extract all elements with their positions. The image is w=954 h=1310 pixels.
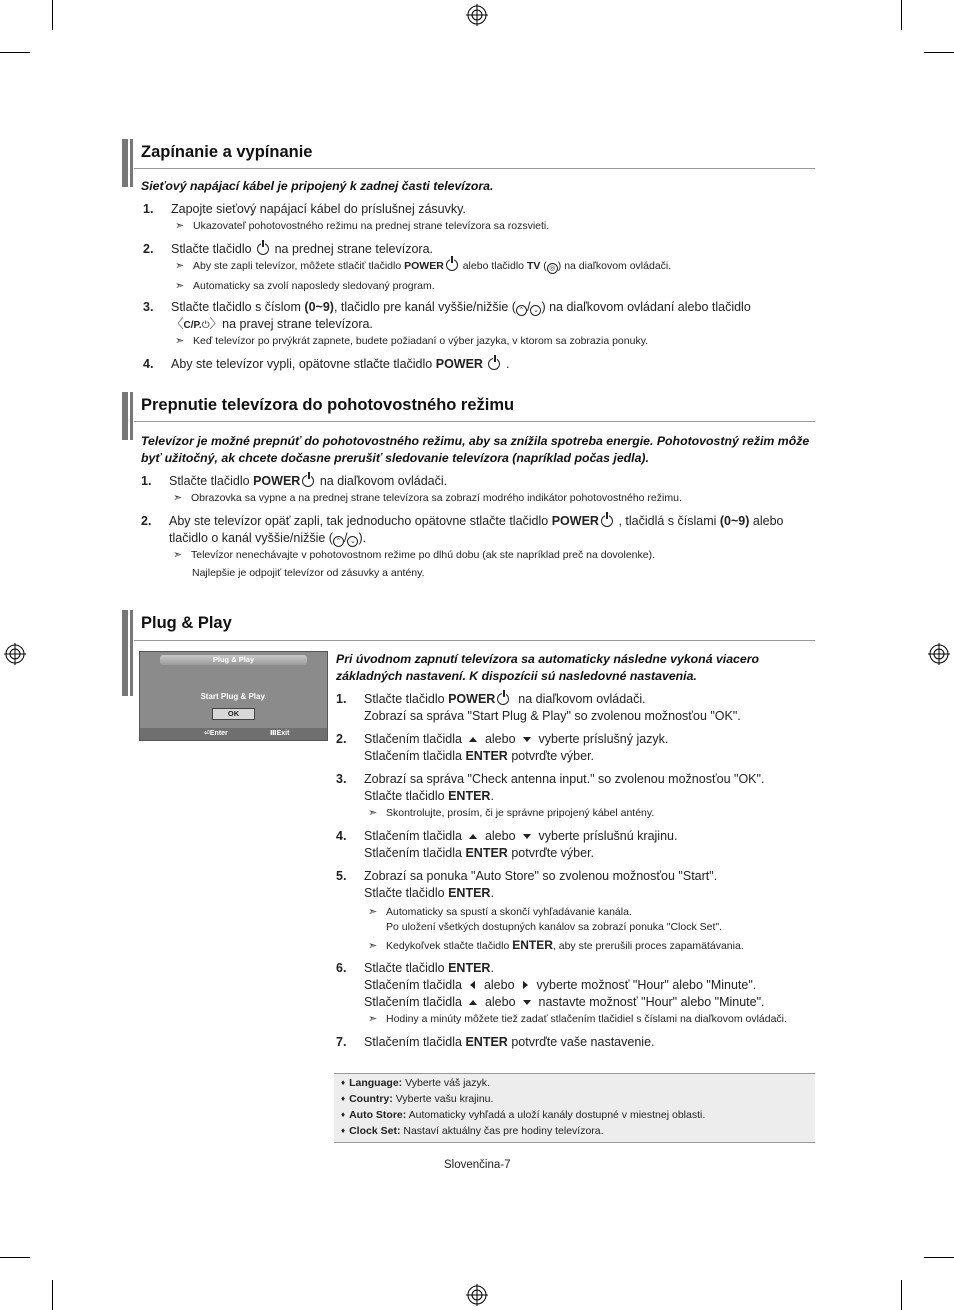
power-small-icon: ⏻ — [201, 320, 210, 331]
down-arrow-icon — [523, 834, 531, 839]
up-arrow-icon — [469, 834, 477, 839]
step-number: 7. — [336, 1035, 347, 1049]
step-text: Zobrazí sa správa "Start Plug & Play" so zvolenou možnosťou "OK". — [364, 709, 741, 723]
power-icon — [488, 358, 500, 370]
note: ➣ Automaticky sa spustí a skončí vyhľadávanie kanála. — [368, 906, 632, 918]
crop-mark — [52, 1280, 53, 1310]
crop-mark — [901, 0, 902, 30]
note-arrow-icon: ➣ — [175, 335, 185, 347]
crop-mark — [924, 1257, 954, 1258]
power-icon — [257, 243, 269, 255]
section-intro: Televízor je možné prepnúť do pohotovostného režimu, aby sa znížila spotreba energie. Pohotovostný režim môže — [141, 434, 810, 448]
step-text: Zapojte sieťový napájací kábel do príslušnej zásuvky. — [171, 202, 466, 216]
step-text: Stlačte tlačidlo ENTER. — [364, 961, 494, 975]
step-number: 1. — [143, 202, 154, 216]
step-number: 4. — [336, 829, 347, 843]
step-number: 4. — [143, 357, 154, 371]
step-number: 3. — [143, 300, 154, 314]
osd-footer — [140, 728, 327, 740]
note: ➣ Ukazovateľ pohotovostného režimu na prednej strane televízora sa rozsvieti. — [175, 220, 550, 232]
info-row: ♦ Language: Vyberte váš jazyk. — [341, 1077, 490, 1089]
step-text: Stlačte tlačidlo ENTER. — [364, 789, 494, 803]
osd-exit-hint: Ⅲ Exit — [270, 730, 290, 737]
note: ➣ Automaticky sa zvolí naposledy sledovaný program. — [175, 280, 435, 292]
registration-mark-icon — [466, 4, 488, 26]
note: ➣ Skontrolujte, prosím, či je správne pripojený kábel antény. — [368, 807, 655, 819]
step-number: 5. — [336, 869, 347, 883]
channel-down-icon: ⌄ — [347, 536, 358, 547]
power-icon — [302, 475, 314, 487]
chevron-left-icon: 〈 — [171, 317, 184, 331]
crop-mark — [52, 0, 53, 30]
tv-button-icon: ◎ — [547, 263, 558, 274]
section-title: Zapínanie a vypínanie — [141, 143, 313, 161]
step-text: Stlačením tlačidla ENTER potvrďte výber. — [364, 846, 595, 860]
registration-mark-icon — [928, 643, 950, 665]
note-arrow-icon: ➣ — [175, 260, 185, 272]
crop-mark — [924, 52, 954, 53]
down-arrow-icon — [523, 737, 531, 742]
osd-message: Start Plug & Play. — [200, 692, 267, 701]
step-text: tlačidlo o kanál vyššie/nižšie ( ⌃ / ⌄ ). — [169, 531, 367, 545]
step-text: Stlačením tlačidla alebo nastavte možnosť "Hour" alebo "Minute". — [364, 995, 765, 1009]
step-text: Aby ste televízor opäť zapli, tak jednoducho opätovne stlačte tlačidlo POWER , tlačidlá s číslami (0~9) alebo — [169, 514, 784, 528]
crop-mark — [901, 1280, 902, 1310]
down-arrow-icon — [523, 1000, 531, 1005]
section-title: Plug & Play — [141, 614, 232, 632]
up-arrow-icon — [469, 1000, 477, 1005]
osd-ok-button: OK — [212, 708, 255, 720]
section-intro: byť užitočný, ak chcete dočasne prerušiť sledovanie televízora (napríklad počas jedla). — [141, 451, 649, 465]
osd-title: Plug & Play — [160, 655, 307, 665]
step-text: Stlačením tlačidla alebo vyberte príslušnú krajinu. — [364, 829, 678, 843]
note-arrow-icon: ➣ — [368, 807, 378, 819]
step-number: 3. — [336, 772, 347, 786]
step-number: 1. — [141, 474, 152, 488]
step-text: Stlačte tlačidlo s číslom (0~9), tlačidlo pre kanál vyššie/nižšie ( ⌃ / ⌄ ) na diaľkovom ovládaní alebo tlačidlo — [171, 300, 751, 314]
step-number: 2. — [143, 242, 154, 256]
section-intro: Sieťový napájací kábel je pripojený k zadnej časti televízora. — [141, 179, 494, 193]
osd-screenshot — [139, 651, 328, 741]
note: ➣ Obrazovka sa vypne a na prednej strane televízora sa zobrazí modrého indikátor pohotovostného režimu. — [173, 492, 682, 504]
step-text: 〈C/P.⏻〉na pravej strane televízora. — [171, 317, 373, 331]
step-text: Stlačením tlačidla ENTER potvrďte výber. — [364, 749, 595, 763]
right-arrow-icon — [523, 981, 528, 989]
note: ➣ Hodiny a minúty môžete tiež zadať stlačením tlačidiel s číslami na diaľkovom ovládači. — [368, 1013, 787, 1025]
step-text: Stlačením tlačidla alebo vyberte príslušný jazyk. — [364, 732, 669, 746]
note-arrow-icon: ➣ — [368, 1013, 378, 1025]
channel-down-icon: ⌄ — [530, 305, 541, 316]
chevron-right-icon: 〉 — [209, 317, 223, 331]
note-arrow-icon: ➣ — [175, 280, 185, 292]
step-number: 2. — [141, 514, 152, 528]
step-text: Stlačením tlačidla alebo vyberte možnosť "Hour" alebo "Minute". — [364, 978, 757, 992]
left-arrow-icon — [470, 981, 475, 989]
step-number: 2. — [336, 732, 347, 746]
step-text: Zobrazí sa správa "Check antenna input." so zvolenou možnosťou "OK". — [364, 772, 765, 786]
note-arrow-icon: ➣ — [368, 940, 378, 952]
section-intro: základných nastavení. K dispozícii sú nasledovné nastavenia. — [336, 669, 697, 683]
channel-up-icon: ⌃ — [333, 536, 344, 547]
osd-enter-hint: ⏎ Enter — [204, 730, 228, 737]
info-row: ♦ Country: Vyberte vašu krajinu. — [341, 1093, 493, 1105]
note: ➣ Keď televízor po prvýkrát zapnete, budete požiadaní o výber jazyka, v ktorom sa zobrazia ponuky. — [175, 335, 649, 347]
info-box — [334, 1073, 815, 1143]
note-arrow-icon: ➣ — [175, 220, 185, 232]
note: Po uložení všetkých dostupných kanálov sa zobrazí ponuka "Clock Set". — [386, 921, 723, 933]
registration-mark-icon — [4, 643, 26, 665]
up-arrow-icon — [469, 737, 477, 742]
registration-mark-icon — [466, 1284, 488, 1306]
page-footer: Slovenčina-7 — [444, 1159, 511, 1171]
info-row: ♦ Auto Store: Automaticky vyhľadá a uloží kanály dostupné v miestnej oblasti. — [341, 1109, 705, 1121]
step-text: Zobrazí sa ponuka "Auto Store" so zvolenou možnosťou "Start". — [364, 869, 718, 883]
section-intro: Pri úvodnom zapnutí televízora sa automaticky následne vykoná viacero — [336, 652, 760, 666]
power-icon — [446, 259, 458, 271]
step-text: Aby ste televízor vypli, opätovne stlačte tlačidlo POWER . — [171, 357, 510, 371]
section-title: Prepnutie televízora do pohotovostného režimu — [141, 396, 515, 414]
step-text: Stlačte tlačidlo POWER na diaľkovom ovládači. — [364, 692, 646, 706]
note: ➣ Kedykoľvek stlačte tlačidlo ENTER, aby ste prerušili proces zapamätávania. — [368, 938, 744, 952]
note: ➣ Televízor nenechávajte v pohotovostnom režime po dlhú dobu (ak ste napríklad preč na dovolenke). — [173, 549, 656, 561]
crop-mark — [0, 52, 30, 53]
power-icon — [497, 693, 509, 705]
note: ➣ Aby ste zapli televízor, môžete stlačiť tlačidlo POWER alebo tlačidlo TV ( ◎ ) na diaľkovom ovládači. — [175, 260, 672, 272]
step-number: 1. — [336, 692, 347, 706]
step-text: Stlačením tlačidla ENTER potvrďte vaše nastavenie. — [364, 1035, 655, 1049]
power-icon — [601, 515, 613, 527]
note-arrow-icon: ➣ — [368, 906, 378, 918]
note-arrow-icon: ➣ — [173, 549, 183, 561]
crop-mark — [0, 1257, 30, 1258]
step-text: Stlačte tlačidlo ENTER. — [364, 886, 494, 900]
note-arrow-icon: ➣ — [173, 492, 183, 504]
channel-up-icon: ⌃ — [516, 305, 527, 316]
step-text: Stlačte tlačidlo na prednej strane televízora. — [171, 242, 434, 256]
step-number: 6. — [336, 961, 347, 975]
info-row: ♦ Clock Set: Nastaví aktuálny čas pre hodiny televízora. — [341, 1125, 604, 1137]
note: Najlepšie je odpojiť televízor od zásuvky a antény. — [192, 567, 425, 579]
step-text: Stlačte tlačidlo POWER na diaľkovom ovládači. — [169, 474, 448, 488]
